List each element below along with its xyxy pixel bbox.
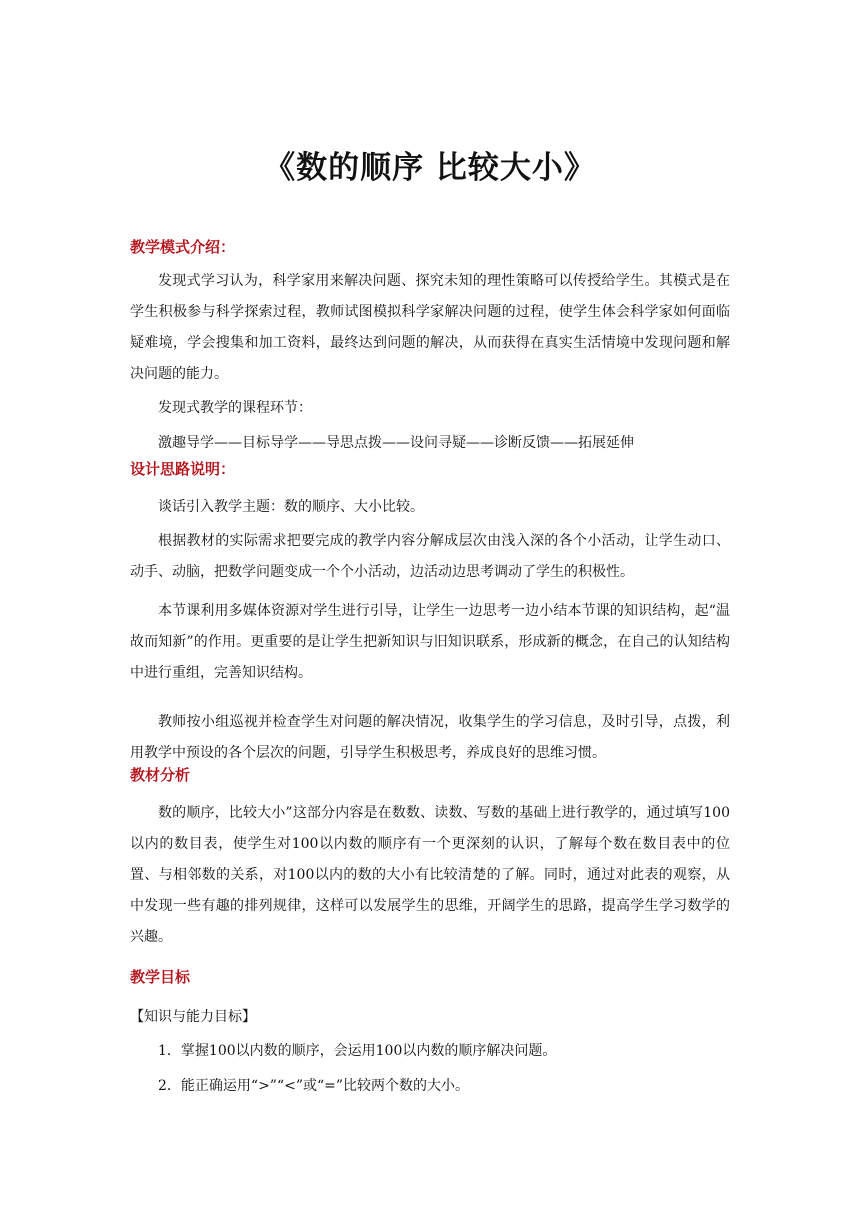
section-heading-teaching-goals: 教学目标 xyxy=(130,968,191,986)
knowledge-ability-goals-label: 【知识与能力目标】 xyxy=(130,1009,256,1025)
design-paragraph-4: 教师按小组巡视并检查学生对问题的解决情况，收集学生的学习信息，及时引导，点拨，利用教学中预设的各个层次的问题，引导学生积极思考，养成良好的思维习惯。 xyxy=(130,714,730,761)
section-heading-teaching-mode: 教学模式介绍： xyxy=(130,238,236,256)
teaching-mode-intro: 发现式学习认为，科学家用来解决问题、探究未知的理性策略可以传授给学生。其模式是在学生积极参与科学探索过程，教师试图模拟科学家解决问题的过程，使学生体会科学家如何面临疑难境，学会搜集和加工资料，最终达到问题的解决，从而获得在真实生活情境中发现问题和解决问题的能力。 xyxy=(130,273,730,382)
section-heading-design-thinking: 设计思路说明： xyxy=(130,460,236,478)
design-paragraph-1: 谈话引入教学主题：数的顺序、大小比较。 xyxy=(158,499,424,515)
course-steps-label: 发现式教学的课程环节： xyxy=(158,400,312,416)
document-title: 《数的顺序 比较大小》 xyxy=(264,150,596,186)
goal-item-1: 1．掌握100以内数的顺序，会运用100以内数的顺序解决问题。 xyxy=(158,1043,557,1059)
section-heading-material-analysis: 教材分析 xyxy=(130,766,191,784)
design-paragraph-3: 本节课利用多媒体资源对学生进行引导，让学生一边思考一边小结本节课的知识结构，起“温故而知新”的作用。更重要的是让学生把新知识与旧知识联系，形成新的概念，在自己的认知结构中进行重组，完善知识结构。 xyxy=(130,603,730,681)
goal-item-2: 2．能正确运用“>”“<”或“=”比较两个数的大小。 xyxy=(158,1078,470,1094)
material-analysis-paragraph: 数的顺序，比较大小”这部分内容是在数数、读数、写数的基础上进行教学的，通过填写100以内的数目表，使学生对100以内数的顺序有一个更深刻的认识，了解每个数在数目表中的位置、与相邻数的关系，对100以内的数的大小有比较清楚的了解。同时，通过对此表的观察，从中发现一些有趣的排列规律，这样可以发展学生的思维，开阔学生的思路，提高学生学习数学的兴趣。 xyxy=(130,805,730,945)
design-paragraph-2: 根据教材的实际需求把要完成的教学内容分解成层次由浅入深的各个小活动，让学生动口、动手、动脑，把数学问题变成一个个小活动，边活动边思考调动了学生的积极性。 xyxy=(130,533,730,580)
course-steps: 激趣导学——目标导学——导思点拨——设问寻疑——诊断反馈——拓展延伸 xyxy=(158,435,634,451)
